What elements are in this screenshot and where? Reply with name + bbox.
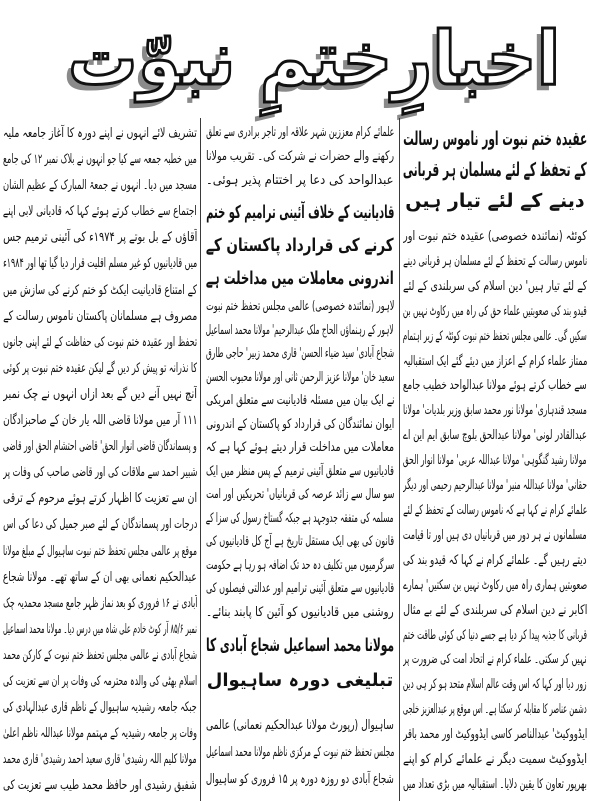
body-line: قیدو بند کی صعوبتیں علماء حق کی راہ میں رکاوٹ نہیں بن: [403, 303, 587, 319]
body-line: لاہور (نمائندہ خصوصی) عالمی مجلس تحفظ ختم نبوت: [206, 299, 394, 314]
body-line: ایڈووکیٹ' عبدالناصر کاسی ایڈووکیٹ اور محمد باقر: [403, 727, 587, 743]
body-line: قادیانیوں سے متعلق آئینی ترامیم اور عدالتی فیصلوں کی: [206, 581, 394, 596]
body-line: مصروف ہے مسلمانان پاکستان ناموس رسالت کے: [3, 308, 197, 324]
body-line: قربانی کا جذبہ پیدا کر دیا ہے جسے دنیا کی کوئی طاقت ختم: [403, 627, 587, 643]
body-line: شبیر احمد سے ملاقات کی اور قاضی صاحب کی وفات پر: [3, 465, 197, 481]
headline-line: اندرونی معاملات میں مداخلت ہے: [206, 268, 394, 289]
body-line: کے امتناع قادیانیت ایکٹ کو ختم کرنے کی سازش میں: [3, 282, 197, 298]
body-line: شجاع آبادی دو روزہ دورہ پر ۱۵ فروری کو ساہیوال: [206, 772, 394, 787]
body-line: آبادی نے ۱۶ فروری کو بعد نماز ظہر جامع مسجد محمدیہ چک: [3, 595, 197, 611]
headline-line: عقیدہ ختم نبوت اور ناموس رسالت: [403, 128, 587, 150]
body-line: دیتے رہیں گے۔ علمائے کرام نے کہا کہ قیدو بند کی: [403, 552, 587, 568]
article-continuation: [206, 121, 394, 193]
body-line: سے خطاب کرتے ہوئے مولانا عبدالواحد خطیب جامع: [403, 378, 587, 394]
body-line: وفات پر جامعہ رشیدیہ کے مہتمم مولانا عبداللہ ناظم اعلیٰ: [3, 726, 197, 742]
headline-line: کے تحفظ کے لئے مسلمان ہر قربانی: [403, 159, 587, 181]
article-body-lahore: [206, 295, 394, 624]
body-line: مجلس تحفظ ختم نبوت کے مرکزی ناظم مولانا محمد اسماعیل: [206, 745, 394, 760]
masthead-title: اخبارِختمِ نبوّت: [67, 16, 560, 102]
body-line: میں خطبہ جمعہ سے کیا جو انہوں نے بلاک نمبر ۱۲ کی جامع: [3, 152, 197, 168]
body-line: قادیانیوں سے متعلق آئینی ترمیم کے پس منظر میں ایک: [206, 463, 394, 479]
body-line: عبدالحکیم نعمانی بھی ان کے ساتھ تھے۔ مولانا شجاع: [3, 569, 197, 585]
body-line: علمائے کرام نے کہا ہے کہ ناموس رسالت کے تحفظ کے لئے: [403, 502, 587, 518]
body-line: کوئٹہ (نمائندہ خصوصی) عقیدہ ختم نبوت اور: [403, 229, 587, 244]
column-divider: [399, 118, 400, 801]
body-line: مسجد میں دیا۔ انہوں نے جمعۃ المبارک کے عظیم الشان: [3, 178, 197, 194]
body-line: ۱۱۱ آر میں مولانا قاضی اللہ یار خان کے صاحبزادگان: [3, 413, 197, 429]
body-line: ناموس رسالت کے تحفظ کے لئے مسلمان ہر قربانی دینے: [403, 253, 587, 269]
body-line: تحفظ اور عقیدہ ختم نبوت کی حفاظت کے لئے اپنی جانوں: [3, 334, 197, 350]
body-line: ممتاز علماء کرام کے اعزاز میں دیئے گئے ایک استقبالیہ: [403, 353, 587, 369]
headline-quetta: [403, 124, 587, 217]
body-line: لاہور کے رہنماؤں الحاج ملک عبدالرحیم' مولانا محمد اسماعیل: [206, 322, 394, 338]
body-line: مسجد قندہاری' مولانا نور محمد سابق وزیر بلدیات' مولانا: [403, 403, 587, 419]
article-body-quetta: [403, 225, 587, 798]
body-line: میں قادیانیوں کو غیر مسلم اقلیت قرار دیا گیا تھا اور ۱۹۸۴ء: [3, 256, 197, 272]
masthead: [68, 6, 560, 112]
body-line: کے لئے تیار ہیں' دین اسلام کی سربلندی کے لئے: [403, 278, 587, 294]
body-line: اجتماع سے خطاب کرتے ہوئے کہا کہ قادیانی لابی اپنے: [3, 204, 197, 220]
body-line: ان سے تعزیت کا اظہار کرتے ہوئے مرحوم کے ترقی: [3, 491, 197, 507]
body-line: حقانی' مولانا عبداللہ منیر' مولانا عبدالرحیم رحیمی اور دیگر: [403, 478, 587, 494]
body-line: موقع پر عالمی مجلس تحفظ ختم نبوت ساہیوال کے مبلغ مولانا: [3, 543, 197, 559]
body-line: شجاع آبادی' سید ضیاء الحسن' قاری محمد زبیر' حاجی طارق: [206, 346, 394, 361]
body-line: ایڈووکیٹ سمیت دیگر نے علمائے کرام کو اپنے: [403, 752, 587, 768]
headline-lahore: [206, 196, 394, 295]
body-line: اسلام بھٹی کی والدہ محترمہ کی وفات پر ان سے تعزیت کی: [3, 673, 197, 689]
body-line: کا نذرانہ تو پیش کر دیں گے لیکن عقیدہ ختم نبوت پر کوئی: [3, 360, 197, 376]
body-line: شفیق رشیدی اور حافظ محمد طیب سے تعزیت کی: [3, 778, 197, 794]
body-line: مولانا رشید گنگوہی' مولانا عبداللہ عربی' مولانا انوار الحق: [403, 453, 587, 469]
body-line: عبدالقادر لونی' مولانا عبدالحق بلوچ سابق ایم این اے: [403, 428, 587, 444]
body-line: سعید خان' مولانا عزیز الرحمن ثانی اور مولانا محبوب الحسن: [206, 369, 394, 385]
body-line: ساہیوال (رپورٹ مولانا عبدالحکیم نعمانی) عالمی: [206, 718, 394, 733]
body-line: رکھنے والے حضرات نے شرکت کی۔ تقریب مولانا: [206, 149, 394, 164]
body-line: اکابر نے دین اسلام کی سربلندی کے لئے بے مثال: [403, 602, 587, 618]
body-line: شجاع آبادی نے عالمی مجلس تحفظ ختم نبوت کے کارکن محمد: [3, 647, 197, 663]
body-line: روشنی میں قادیانیوں کو آئین کا پابند بنائے۔: [206, 604, 394, 620]
body-line: مسلمہ کی متفقہ جدوجہد ہے جبکہ گستاخ رسول کی سزا کے: [206, 510, 394, 526]
body-line: آقاؤں کے بل بوتے پر ۱۹۷۴ء کی آئینی ترمیم جس: [3, 230, 197, 246]
body-line: زور دیا اور کہا کہ اس وقت عالم اسلام متحد ہو کر ہی دین: [403, 677, 587, 693]
body-line: جبکہ جامعہ رشیدیہ ساہیوال کے ناظم قاری عبدالہادی کی: [3, 700, 197, 716]
column-divider: [200, 118, 201, 801]
headline-line: مولانا محمد اسماعیل شجاع آبادی کا: [206, 635, 394, 656]
body-line: نمبر ۸۵/۶ آر کوٹ خادم علی شاہ میں درس دیا۔ مولانا محمد اسماعیل: [3, 621, 197, 637]
body-line: نہیں کر سکتی۔ علماء کرام نے اتحاد امت کی ضرورت پر: [403, 652, 587, 668]
body-line: بھرپور تعاون کا یقین دلایا۔ استقبالیہ میں بڑی تعداد میں: [403, 776, 587, 792]
body-line: سو سال سے زائد عرصہ کی قربانیاں' تحریکیں اور امت: [206, 487, 394, 502]
body-line: نے ایک بیان میں مسئلہ قادیانیت سے متعلق امریکی: [206, 393, 394, 408]
headline-line: قادیانیت کے خلاف آئینی ترامیم کو ختم: [206, 202, 394, 223]
article-body-sahiwal-continued: [3, 121, 197, 799]
body-line: علمائے کرام معززین شہر علاقہ اور تاجر برادری سے تعلق: [206, 125, 394, 140]
body-line: تشریف لائے انہوں نے اپنے دورہ کا آغاز جامعہ ملیہ: [3, 126, 197, 141]
headline-line: دینے کے لئے تیار ہیں: [405, 190, 585, 212]
body-line: عبدالواحد کی دعا پر اختتام پذیر ہوئی۔: [206, 173, 394, 188]
body-line: صعوبتیں ہماری راہ میں رکاوٹ نہیں بن سکتیں' ہمارے: [403, 577, 587, 593]
masthead-title-line: [68, 6, 560, 132]
headline-sahiwal: [206, 628, 394, 698]
body-line: و پسماندگان قاضی انوار الحق' قاضی احتشام الحق اور قاضی: [3, 439, 197, 455]
body-line: مولانا کلیم اللہ رشیدی' قاری سعید احمد رشیدی' قاری محمد: [3, 752, 197, 768]
headline-line: تبلیغی دورہ ساہیوال: [206, 670, 394, 691]
body-line: قانون کی بھی ایک مستقل تاریخ ہے آج کل قادیانیوں کی: [206, 534, 394, 549]
body-line: ایوان نمائندگان کی قرارداد کو پاکستان کے اندرونی: [206, 416, 394, 432]
headline-line: کرنے کی قرارداد پاکستان کے: [206, 235, 394, 256]
body-line: سرگرمیوں میں تکلیف دہ حد تک اضافہ ہو رہا ہے حکومت: [206, 557, 394, 573]
body-line: دشمن عناصر کا مقابلہ کر سکتا ہے۔ اس موقع پر عبدالعزیز خلجی: [403, 702, 587, 718]
body-line: مسلمانوں نے ہر دور میں قربانیاں دی ہیں اور تا قیامت: [403, 527, 587, 543]
body-line: سکیں گی۔ عالمی مجلس تحفظ ختم نبوت کوئٹہ کے زیر اہتمام: [403, 328, 587, 344]
body-line: آنچ نہیں آنے دیں گے بعد ازاں انہوں نے چک نمبر: [3, 386, 197, 402]
article-body-sahiwal: [206, 712, 394, 793]
body-line: معاملات میں مداخلت قرار دیتے ہوئے کہا ہے کہ: [206, 440, 394, 455]
body-line: درجات اور پسماندگان کے لئے صبر جمیل کی دعا کی اس: [3, 517, 197, 533]
